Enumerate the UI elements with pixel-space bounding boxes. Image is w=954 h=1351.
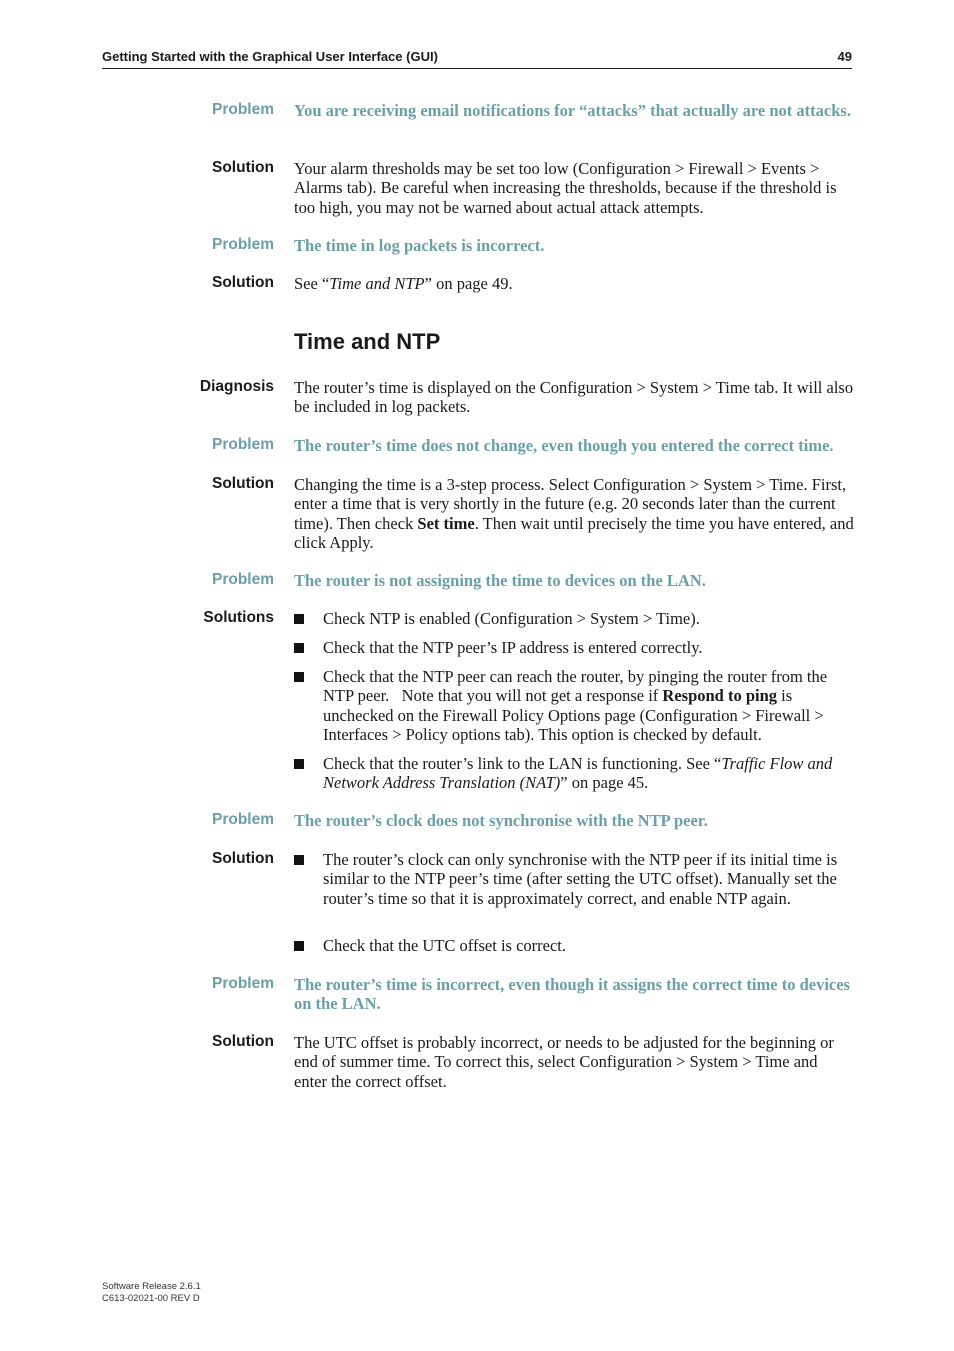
ui-term: Set time	[417, 513, 475, 533]
bullet-text	[323, 667, 855, 745]
bullet-square-icon	[294, 855, 304, 865]
problem-label: Problem	[211, 975, 274, 992]
page-footer	[102, 1281, 201, 1304]
text-run: ” on page 45.	[560, 773, 649, 793]
text-run: Check that the router’s link to the LAN is functioning. See “	[323, 754, 722, 773]
problem-text: The time in log packets is incorrect.	[294, 236, 545, 255]
problem-label: Problem	[211, 571, 274, 588]
bullet-text	[323, 754, 855, 793]
solutions-label: Solutions	[203, 609, 274, 626]
problem-text: The router is not assigning the time to devices on the LAN.	[294, 571, 706, 590]
solution-text	[294, 274, 854, 293]
problem-text: The router’s time is incorrect, even though it assigns the correct time to devices on the LAN.	[294, 975, 850, 1014]
solution-text	[294, 475, 854, 553]
solution-label: Solution	[212, 850, 274, 867]
cross-reference[interactable]: Traffic Flow and Network Address Translation (NAT)	[323, 754, 833, 793]
bullet-square-icon	[294, 614, 304, 624]
text-run: ” on page 49.	[424, 274, 513, 293]
footer-docnum: C613-02021-00 REV D	[102, 1292, 200, 1304]
problem-label: Problem	[211, 811, 274, 828]
bullet-text: Check that the UTC offset is correct.	[323, 936, 566, 955]
solution-label: Solution	[212, 475, 274, 492]
solution-label: Solution	[212, 274, 274, 291]
text-run: Check that the NTP peer can reach the router, by pinging the router from the NTP peer. Note that you will not get a response if	[323, 667, 828, 706]
problem-text: You are receiving email notifications for “attacks” that actually are not attacks.	[294, 101, 851, 120]
bullet-square-icon	[294, 941, 304, 951]
footer-release: Software Release 2.6.1	[102, 1281, 201, 1292]
cross-reference[interactable]: Time and NTP	[329, 274, 425, 293]
solution-text: Your alarm thresholds may be set too low (Configuration > Firewall > Events > Alarms tab). Be careful when increasing the thresholds, because if the threshold is too high, you may not be warned about actual attack attempts.	[294, 159, 837, 217]
solution-label: Solution	[212, 1033, 274, 1050]
text-run: See “	[294, 274, 330, 293]
running-header	[102, 48, 852, 69]
text-run: . Then wait until precisely the time you have entered, and click Apply.	[294, 513, 854, 553]
solution-text: The UTC offset is probably incorrect, or needs to be adjusted for the beginning or end of summer time. To correct this, select Configuration > System > Time and enter the correct offset.	[294, 1033, 834, 1091]
problem-text: The router’s clock does not synchronise with the NTP peer.	[294, 811, 708, 830]
section-heading: Time and NTP	[294, 329, 441, 354]
problem-label: Problem	[211, 101, 274, 118]
problem-label: Problem	[211, 236, 274, 253]
solution-label: Solution	[212, 159, 274, 176]
bullet-text: Check NTP is enabled (Configuration > System > Time).	[323, 609, 700, 628]
bullet-square-icon	[294, 672, 304, 682]
problem-text: The router’s time does not change, even though you entered the correct time.	[294, 436, 834, 455]
bullet-text: Check that the NTP peer’s IP address is entered correctly.	[323, 638, 703, 657]
text-run: Changing the time is a 3-step process. Select Configuration > System > Time. First, enter a time that is very shortly in the future (e.g. 20 seconds later than the current time). Then check	[294, 475, 847, 533]
text-run: is unchecked on the Firewall Policy Options page (Configuration > Firewall > Interfaces > Policy options tab). This option is checked by default.	[323, 686, 824, 745]
diagnosis-text: The router’s time is displayed on the Configuration > System > Time tab. It will also be included in log packets.	[294, 378, 854, 417]
bullet-square-icon	[294, 643, 304, 653]
page-number: 49	[837, 49, 852, 64]
problem-label: Problem	[211, 436, 274, 453]
diagnosis-label: Diagnosis	[199, 378, 274, 395]
header-title: Getting Started with the Graphical User Interface (GUI)	[102, 49, 438, 64]
bullet-text: The router’s clock can only synchronise with the NTP peer if its initial time is similar to the NTP peer’s time (after setting the UTC offset). Manually set the router’s time so that it is approximately correct, and enable NTP again.	[323, 850, 838, 908]
ui-term: Respond to ping	[662, 686, 778, 706]
bullet-square-icon	[294, 759, 304, 769]
